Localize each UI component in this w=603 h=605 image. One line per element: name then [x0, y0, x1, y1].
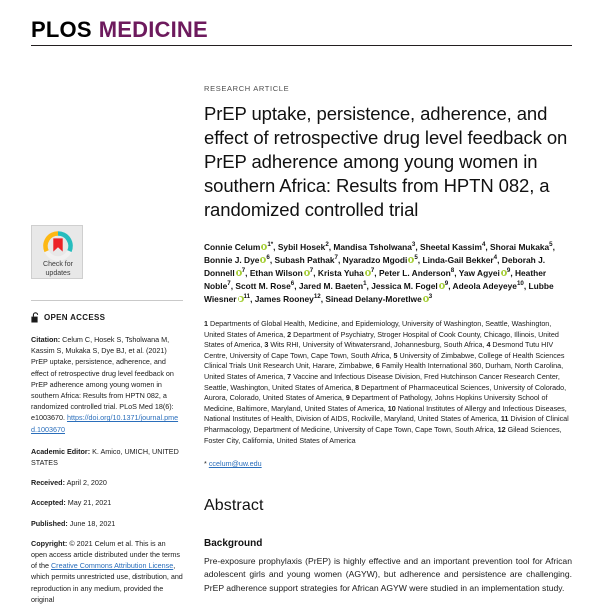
- plos-medicine-logo[interactable]: [31, 17, 208, 43]
- published-label: Published:: [31, 518, 68, 528]
- crossmark-label-line1: Check for: [43, 261, 73, 268]
- received-value: April 2, 2020: [64, 478, 107, 488]
- citation-text: Celum C, Hosek S, Tsholwana M, Kassim S, Mukaka S, Dye BJ, et al. (2021) PrEP uptake, persistence, adherence, and effect of retrospective drug level feedback on PrEP adherence among young women in southern Africa: Results from HPTN 082, a randomized controlled trial. PLoS Med 18(6): e1003670.: [31, 335, 174, 423]
- citation-block: [31, 334, 183, 435]
- open-padlock-icon: [31, 312, 40, 323]
- copyright-text-after: , which permits unrestricted use, distribution, and reproduction in any medium, provided the original: [31, 561, 183, 604]
- orcid-icon[interactable]: [260, 257, 266, 263]
- logo-journal-text: MEDICINE: [98, 17, 208, 42]
- abstract-heading: Abstract: [204, 496, 264, 514]
- orcid-icon[interactable]: [236, 270, 242, 276]
- crossmark-badge-icon: [43, 231, 73, 261]
- orcid-icon[interactable]: [408, 257, 414, 263]
- open-access-label: OPEN ACCESS: [44, 313, 106, 322]
- orcid-icon[interactable]: [365, 270, 371, 276]
- crossmark-label: [32, 261, 84, 278]
- received-block: [31, 477, 183, 488]
- page-title: PrEP uptake, persistence, adherence, and effect of retrospective drug level feedback on PrEP adherence among young women in southern Africa: Results from HPTN 082, a randomized controlled trial: [204, 103, 568, 220]
- sidebar-divider: [31, 300, 183, 301]
- academic-editor-label: Academic Editor:: [31, 446, 91, 456]
- copyright-label: Copyright:: [31, 538, 68, 548]
- orcid-icon[interactable]: [261, 244, 267, 250]
- citation-label: Citation:: [31, 335, 61, 344]
- orcid-icon[interactable]: [238, 296, 244, 302]
- masthead: [0, 0, 603, 56]
- accepted-label: Accepted:: [31, 498, 66, 508]
- orcid-icon[interactable]: [501, 270, 507, 276]
- published-block: [31, 518, 183, 529]
- accepted-value: May 21, 2021: [65, 498, 112, 508]
- citation-doi-link[interactable]: https://doi.org/10.1371/journal.pmed.1003670: [31, 413, 179, 434]
- masthead-divider: [31, 45, 572, 46]
- copyright-block: [31, 538, 183, 605]
- corresponding-marker: *: [204, 459, 207, 469]
- accepted-block: [31, 497, 183, 508]
- author-list: Connie Celum $^{1*}$, Sybil Hosek$^2$, Mandisa Tsholwana$^3$, Sheetal Kassim$^4$, Shorai Mukaka$^5$, Bonnie J. Dye $^6$, Subash Pathak$^7$, Nyaradzo Mgodi $^5$, Linda-Gail Bekker$^4$, Deborah J. Donnell $^7$, Ethan Wilson $^7$, Krista Yuha $^7$, Peter L. Anderson$^8$, Yaw Agyei $^9$, Heather Noble$^7$, Scott M. Rose$^6$, Jared M. Baeten$^1$, Jessica M. Fogel $^9$, Adeola Adeyeye$^{10}$, Lubbe Wiesner $^{11}$, James Rooney$^{12}$, Sinead Delany-Moretlwe $^3$: [204, 241, 555, 304]
- background-paragraph: Pre-exposure prophylaxis (PrEP) is highly effective and an important prevention tool for African adolescent girls and young women (AGYW), but adherence and persistence are challenging. PrEP adherence support strategies for African AGYW were studied in an implementation study.: [204, 555, 572, 593]
- logo-plos-text: PLOS: [31, 17, 92, 42]
- creative-commons-license-link[interactable]: Creative Commons Attribution License: [50, 561, 174, 571]
- orcid-icon[interactable]: [304, 270, 310, 276]
- orcid-icon[interactable]: [439, 283, 445, 289]
- published-value: June 18, 2021: [67, 518, 116, 528]
- article-main-column: [204, 84, 572, 604]
- academic-editor-value: K. Amico, UMICH, UNITED STATES: [31, 446, 179, 468]
- crossmark-label-line2: updates: [45, 269, 71, 277]
- corresponding-email-link[interactable]: ccelum@uw.edu: [208, 459, 262, 469]
- received-label: Received:: [31, 478, 65, 488]
- article-sidebar: [31, 225, 183, 605]
- open-access-badge[interactable]: [31, 312, 183, 323]
- background-heading: Background: [204, 537, 263, 549]
- affiliation-list: 1 Departments of Global Health, Medicine, and Epidemiology, University of Washington, Seattle, Washington, United States of America, 2 Department of Psychiatry, Stroger Hospital of Cook County, Chicago, Illinois, United States of America, 3 Wits RHI, University of Witwatersrand, Johannesburg, South Africa, 4 Desmond Tutu HIV Centre, University of Cape Town, Cape Town, South Africa, 5 University of Zimbabwe, College of Health Sciences Clinical Trials Unit Research Unit, Harare, Zimbabwe, 6 Family Health International 360, Durham, North Carolina, United States of America, 7 Vaccine and Infectious Disease Division, Fred Hutchinson Cancer Research Center, Seattle, Washington, United States of America, 8 Department of Pharmaceutical Sciences, University of Colorado, Aurora, Colorado, United States of America, 9 Department of Pathology, Johns Hopkins University School of Medicine, Baltimore, Maryland, United States of America, 10 National Institutes of Allergy and Infectious Diseases, National Institutes of Health, Division of AIDS, Rockville, Maryland, United States of America, 11 Division of Clinical Pharmacology, Department of Medicine, University of Cape Town, Cape Town, South Africa, 12 Gilead Sciences, Foster City, California, United States of America: [204, 319, 569, 445]
- orcid-icon[interactable]: [423, 296, 429, 302]
- copyright-text-before: © 2021 Celum et al. This is an open access article distributed under the terms of the: [31, 538, 181, 571]
- article-type-label: RESEARCH ARTICLE: [204, 84, 290, 93]
- academic-editor-block: [31, 446, 183, 468]
- corresponding-author: [204, 459, 572, 470]
- crossmark-badge[interactable]: [31, 225, 83, 279]
